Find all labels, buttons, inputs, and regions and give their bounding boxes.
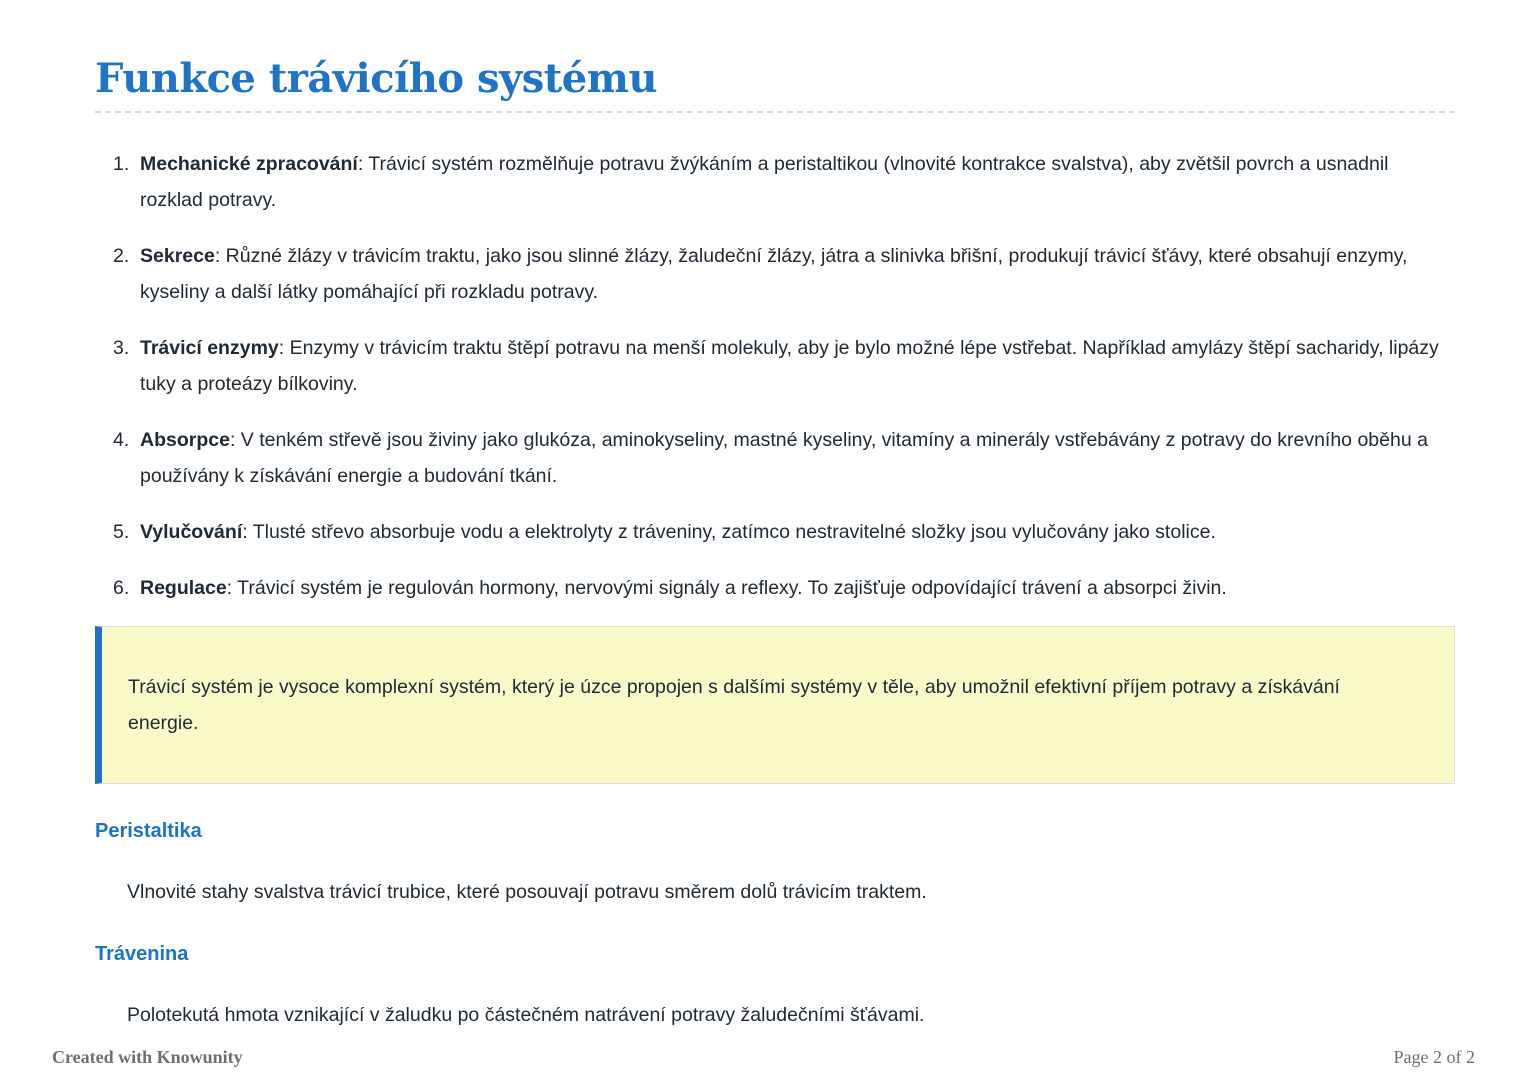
list-item-number: 3.	[113, 337, 130, 359]
list-item-term: Mechanické zpracování	[140, 153, 358, 175]
page-title: Funkce trávicího systému	[95, 55, 658, 102]
title-divider	[95, 111, 1455, 113]
list-item-number: 4.	[113, 429, 130, 451]
definition-heading-peristaltika: Peristaltika	[95, 820, 202, 842]
list-item-term: Sekrece	[140, 245, 215, 267]
list-item	[95, 570, 1455, 606]
list-item	[95, 146, 1455, 218]
list-item-text: : Trávicí systém je regulován hormony, nervovými signály a reflexy. To zajišťuje odpovídající trávení a absorpci živin.	[226, 577, 1227, 599]
list-item-term: Trávicí enzymy	[140, 337, 279, 359]
list-item-number: 1.	[113, 153, 130, 175]
list-item-text: : V tenkém střevě jsou živiny jako glukóza, aminokyseliny, mastné kyseliny, vitamíny a minerály vstřebávány z potravy do krevního oběhu a používány k získávání energie a budování tkání.	[140, 429, 1428, 487]
list-item	[95, 422, 1455, 494]
definition-text-travenina: Polotekutá hmota vznikající v žaludku po částečném natrávení potravy žaludečními šťávami.	[127, 1004, 925, 1026]
list-item-text: : Trávicí systém rozmělňuje potravu žvýkáním a peristaltikou (vlnovité kontrakce svalstva), aby zvětšil povrch a usnadnil rozklad potravy.	[140, 153, 1389, 211]
list-item-text: : Tlusté střevo absorbuje vodu a elektrolyty z tráveniny, zatímco nestravitelné složky jsou vylučovány jako stolice.	[242, 521, 1216, 543]
definition-heading-travenina: Trávenina	[95, 943, 189, 965]
definition-peristaltika	[95, 820, 1455, 907]
footer-branding: Created with Knowunity	[52, 1047, 243, 1067]
list-item-text: : Enzymy v trávicím traktu štěpí potravu na menší molekuly, aby je bylo možné lépe vstřebat. Například amylázy štěpí sacharidy, lipázy tuky a proteázy bílkoviny.	[140, 337, 1439, 395]
definition-text-peristaltika: Vlnovité stahy svalstva trávicí trubice, které posouvají potravu směrem dolů trávicím traktem.	[127, 881, 927, 903]
callout-text: Trávicí systém je vysoce komplexní systém, který je úzce propojen s dalšími systémy v těle, aby umožnil efektivní příjem potravy a získávání energie.	[128, 676, 1340, 734]
definition-travenina	[95, 943, 1455, 1030]
list-item	[95, 330, 1455, 402]
list-item-text: : Různé žlázy v trávicím traktu, jako jsou slinné žlázy, žaludeční žlázy, játra a slinivka břišní, produkují trávicí šťávy, které obsahují enzymy, kyseliny a další látky pomáhající při rozkladu potravy.	[140, 245, 1408, 303]
list-item	[95, 514, 1455, 550]
list-item-number: 6.	[113, 577, 130, 599]
page-number: Page 2 of 2	[1393, 1047, 1475, 1067]
functions-list	[95, 146, 1455, 606]
list-item-term: Vylučování	[140, 521, 243, 543]
list-item-term: Absorpce	[140, 429, 230, 451]
page-footer	[52, 1047, 1475, 1068]
list-item-term: Regulace	[140, 577, 227, 599]
list-item-number: 2.	[113, 245, 130, 267]
list-item	[95, 238, 1455, 310]
list-item-number: 5.	[113, 521, 130, 543]
callout-note	[95, 626, 1455, 784]
